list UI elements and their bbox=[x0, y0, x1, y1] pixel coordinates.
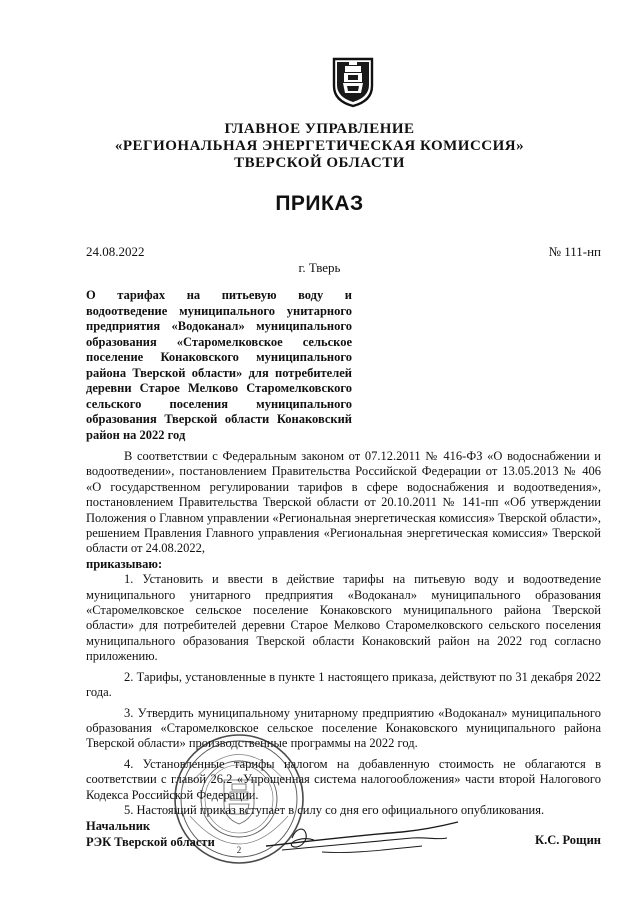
subject-line: предприятия «Водоканал» муниципального bbox=[86, 319, 352, 333]
signatory-title-line-1: Начальник bbox=[86, 819, 151, 833]
order-item-2: 2. Тарифы, установленные в пункте 1 настоящего приказа, действуют по 31 декабря 2022 года. bbox=[86, 669, 601, 700]
issue-city: г. Тверь bbox=[298, 260, 341, 275]
subject-line: сельского поселения муниципального bbox=[86, 396, 352, 411]
order-subject bbox=[86, 288, 352, 443]
organization-name-line-1: ГЛАВНОЕ УПРАВЛЕНИЕ bbox=[224, 121, 415, 137]
handwritten-signature-icon bbox=[262, 816, 462, 860]
order-word: приказываю: bbox=[86, 556, 163, 571]
preamble-paragraph: В соответствии с Федеральным законом от 07.12.2011 № 416-ФЗ «О водоснабжении и водоотведении», постановлением Правительства Российской Федерации от 13.05.2013 № 406 «О государственном регулировании тарифов в сфере водоснабжения и водоотведения», постановлением Правительства Тверской области от 20.10.2011 № 141-пп «Об утверждении Положения о Главном управлении «Региональная энергетическая комиссия» Тверской области», решением Правления Главного управления «Региональная энергетическая комиссия» Тверской области от 24.08.2022, bbox=[86, 449, 601, 556]
organization-name-line-2: «РЕГИОНАЛЬНАЯ ЭНЕРГЕТИЧЕСКАЯ КОМИССИЯ» bbox=[114, 138, 525, 154]
subject-line: образования «Старомелковское сельское bbox=[86, 334, 352, 349]
document-type-title: ПРИКАЗ bbox=[275, 192, 364, 215]
stamp-center-number: 2 bbox=[236, 845, 242, 855]
signatory-name: К.С. Рощин bbox=[535, 833, 601, 847]
subject-line: район на 2022 год bbox=[86, 427, 186, 442]
order-item-1: 1. Установить и ввести в действие тарифы на питьевую воду и водоотведение муниципального унитарного предприятия «Водоканал» муниципального образования «Старомелковское сельское поселение Конаковского муниципального района Тверской области» для потребителей деревни Старое Мелково Старомелковского сельского поселения муниципального образования Тверской области Конаковский район на 2022 год согласно приложению. bbox=[86, 572, 601, 664]
subject-line: О тарифах на питьевую воду и bbox=[86, 288, 352, 302]
order-body bbox=[86, 449, 601, 818]
organization-name-line-3: ТВЕРСКОЙ ОБЛАСТИ bbox=[234, 155, 405, 171]
subject-line: образования Тверской области Конаковский bbox=[86, 412, 352, 426]
tver-coat-of-arms-icon bbox=[331, 56, 375, 108]
subject-line: поселение Конаковского муниципального bbox=[86, 350, 352, 364]
order-date: 24.08.2022 bbox=[86, 244, 145, 259]
order-number: № 111-нп bbox=[548, 244, 601, 259]
subject-line: деревни Старое Мелково Старомелковского bbox=[86, 381, 352, 395]
subject-line: района Тверской области» для потребителей bbox=[86, 365, 352, 380]
signatory-title-line-2: РЭК Тверской области bbox=[86, 835, 215, 849]
subject-line: водоотведение муниципального унитарного bbox=[86, 303, 352, 318]
signatory-title bbox=[86, 818, 215, 850]
order-item-3: 3. Утвердить муниципальному унитарному предприятию «Водоканал» муниципального образования «Старомелковское сельское поселение Конаковского муниципального района Тверской области» производственные программы на 2022 год. bbox=[86, 705, 601, 751]
order-item-4: 4. Установленные тарифы налогом на добавленную стоимость не облагаются в соответствии с главой 26.2 «Упрощенная система налогообложения» части второй Налогового Кодекса Российской Федерации. bbox=[86, 756, 601, 802]
order-item-5: 5. Настоящий приказ вступает в силу со дня его официального опубликования. bbox=[124, 802, 545, 817]
